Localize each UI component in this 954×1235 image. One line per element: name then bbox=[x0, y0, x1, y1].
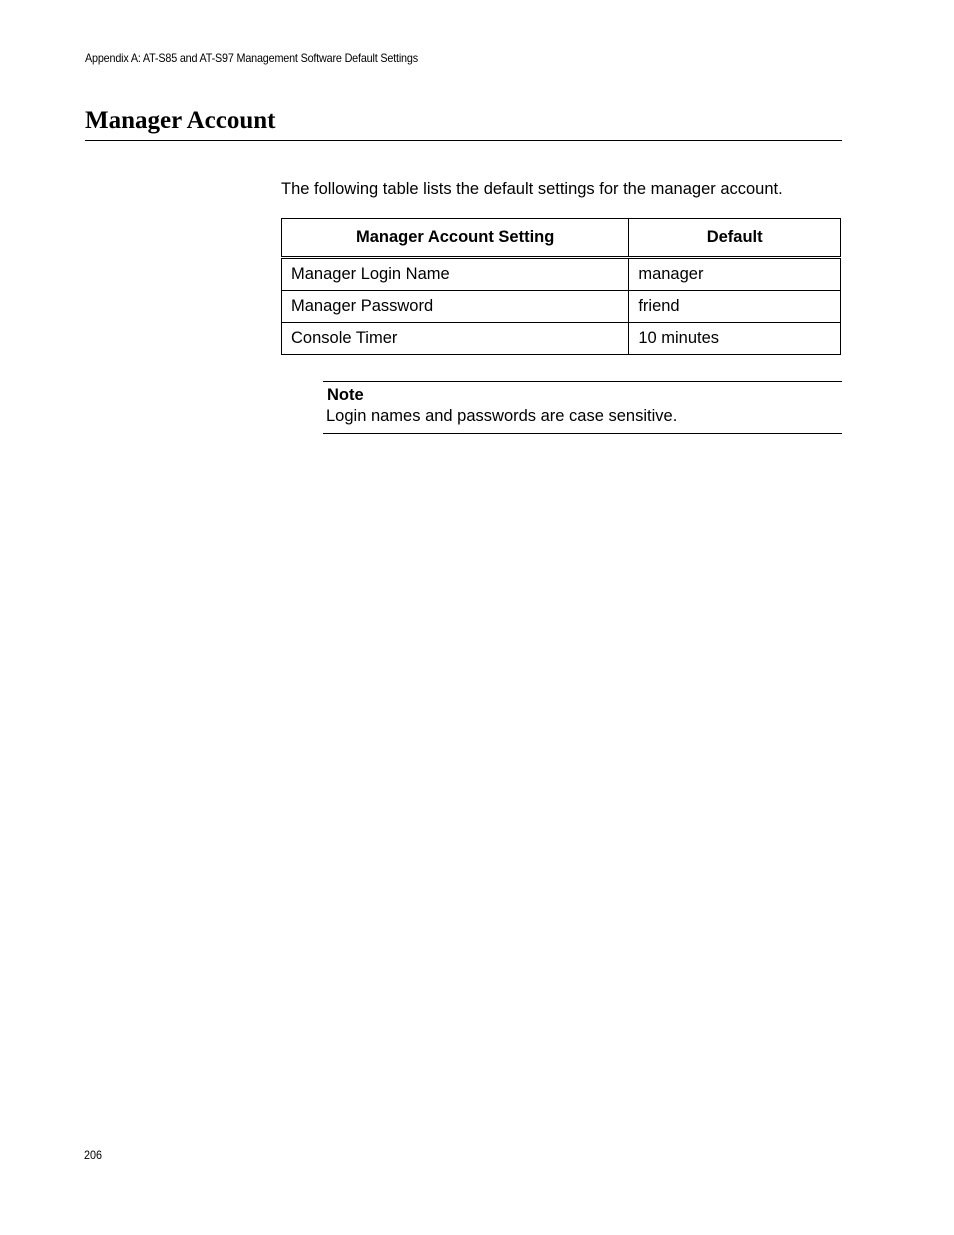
column-header-default: Default bbox=[629, 219, 841, 258]
default-cell: 10 minutes bbox=[629, 323, 841, 355]
default-cell: manager bbox=[629, 258, 841, 291]
table-row bbox=[282, 291, 841, 323]
note-box bbox=[323, 381, 842, 434]
setting-cell: Console Timer bbox=[282, 323, 629, 355]
page-number: 206 bbox=[84, 1148, 103, 1162]
manager-account-table bbox=[281, 218, 841, 355]
table-row bbox=[282, 323, 841, 355]
note-label: Note bbox=[327, 386, 364, 404]
table-header-row bbox=[282, 219, 841, 258]
intro-paragraph: The following table lists the default settings for the manager account. bbox=[281, 180, 783, 198]
running-header: Appendix A: AT-S85 and AT-S97 Management Software Default Settings bbox=[85, 51, 418, 65]
title-rule bbox=[85, 140, 842, 141]
setting-cell: Manager Login Name bbox=[282, 258, 629, 291]
setting-cell: Manager Password bbox=[282, 291, 629, 323]
section-title: Manager Account bbox=[85, 107, 276, 134]
column-header-setting: Manager Account Setting bbox=[282, 219, 629, 258]
table-row bbox=[282, 258, 841, 291]
note-text: Login names and passwords are case sensitive. bbox=[326, 407, 678, 425]
default-cell: friend bbox=[629, 291, 841, 323]
